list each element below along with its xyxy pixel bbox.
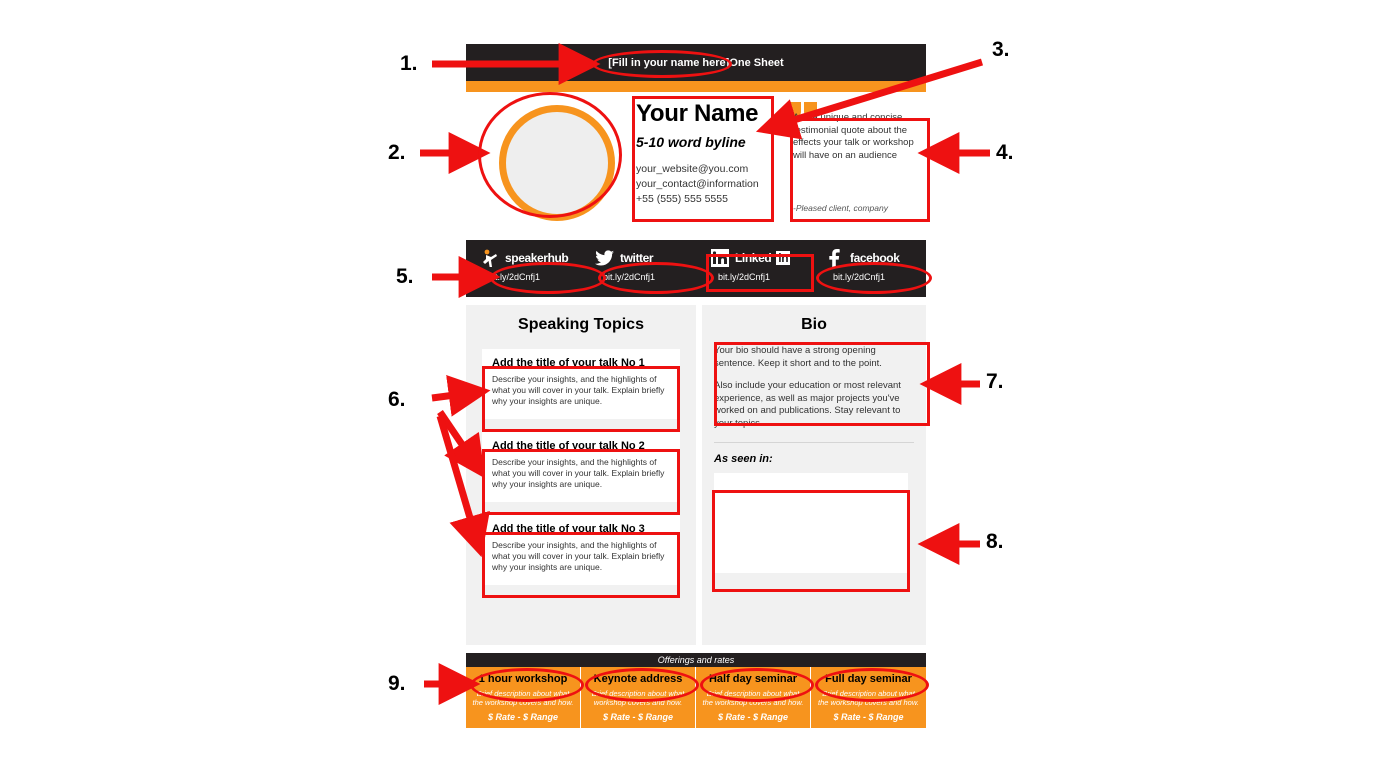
facebook-icon xyxy=(825,248,845,268)
social-link[interactable]: bit.ly/2dCnfj1 xyxy=(488,272,541,282)
contact-website: your_website@you.com xyxy=(636,163,749,175)
rate-description: Brief description about what the workshop covers and how. xyxy=(818,689,919,707)
talk-body: Describe your insights, and the highlights of what you will cover in your talk. Explain briefly why your insights are unique. xyxy=(492,374,665,406)
rate-title: Full day seminar xyxy=(825,673,912,685)
header-name-placeholder[interactable]: [Fill in your name here] xyxy=(608,56,730,69)
contact-block xyxy=(636,162,759,207)
annotation-label-4: 4. xyxy=(996,141,1014,164)
social-item-twitter[interactable] xyxy=(581,240,696,297)
talk-card[interactable] xyxy=(482,349,680,419)
social-link[interactable]: bit.ly/2dCnfj1 xyxy=(718,272,771,282)
annotation-label-9: 9. xyxy=(388,672,406,695)
annotation-label-3: 3. xyxy=(992,38,1010,61)
talk-body: Describe your insights, and the highlights of what you will cover in your talk. Explain briefly why your insights are unique. xyxy=(492,457,665,489)
social-name: Linked xyxy=(735,251,772,265)
annotation-label-8: 8. xyxy=(986,530,1004,553)
talk-card[interactable] xyxy=(482,432,680,502)
rate-price: $ Rate - $ Range xyxy=(717,712,789,722)
contact-phone: +55 (555) 555 5555 xyxy=(636,193,728,205)
rate-card[interactable] xyxy=(466,667,581,728)
bio-text xyxy=(714,345,914,440)
social-links-bar xyxy=(466,240,926,297)
rate-card[interactable] xyxy=(811,667,926,728)
rate-description: Brief description about what workshop covers and how. xyxy=(591,689,685,707)
talk-title: Add the title of your talk No 2 xyxy=(492,440,645,452)
rates-header: Offerings and rates xyxy=(466,653,926,667)
header-suffix: One Sheet xyxy=(729,56,784,69)
annotation-label-1: 1. xyxy=(400,52,418,75)
divider xyxy=(714,442,914,443)
talk-body: Describe your insights, and the highlights of what you will cover in your talk. Explain briefly why your insights are unique. xyxy=(492,540,665,572)
speaking-topics-title: Speaking Topics xyxy=(518,316,644,333)
profile-section xyxy=(466,92,926,227)
talk-card[interactable] xyxy=(482,515,680,585)
twitter-logo xyxy=(595,248,653,268)
speakerhub-logo xyxy=(480,248,568,268)
rate-title: Keynote address xyxy=(593,673,683,685)
rate-card[interactable] xyxy=(696,667,811,728)
social-item-facebook[interactable] xyxy=(811,240,926,297)
annotation-label-7: 7. xyxy=(986,370,1004,393)
talk-title: Add the title of your talk No 1 xyxy=(492,357,645,369)
document-body xyxy=(466,305,926,645)
header-accent-bar xyxy=(466,81,926,92)
social-name: speakerhub xyxy=(505,251,569,265)
linkedin-in-badge: in xyxy=(778,251,789,265)
social-link[interactable]: bit.ly/2dCnfj1 xyxy=(833,272,886,282)
linkedin-logo xyxy=(710,248,790,268)
linkedin-icon xyxy=(710,248,730,268)
social-item-speakerhub[interactable] xyxy=(466,240,581,297)
contact-email: your_contact@information xyxy=(636,178,759,190)
as-seen-in-label: As seen in: xyxy=(714,453,773,465)
one-sheet-document xyxy=(466,44,926,722)
testimonial-text: Add a unique and concise testimonial quote about the effects your talk or workshop will have on an audience xyxy=(793,112,914,161)
social-item-linkedin[interactable] xyxy=(696,240,811,297)
avatar[interactable] xyxy=(499,105,615,221)
bio-title: Bio xyxy=(801,316,827,333)
rate-price: $ Rate - $ Range xyxy=(833,712,904,722)
rate-price: $ Rate - $ Range xyxy=(602,712,674,722)
social-name: twitter xyxy=(620,251,654,265)
page-title: Your Name xyxy=(636,100,759,127)
byline: 5-10 word byline xyxy=(636,134,746,150)
rate-description: Brief description about what the workshop covers and how. xyxy=(472,689,574,707)
bio-column xyxy=(702,305,926,645)
rate-title: 1 hour workshop xyxy=(478,673,568,685)
testimonial-block xyxy=(793,108,917,214)
bio-paragraph-1: Your bio should have a strong opening sentence. Keep it short and to the point. xyxy=(714,345,882,369)
as-seen-in-logo-area[interactable] xyxy=(714,473,908,573)
testimonial-attribution: -Pleased client, company xyxy=(793,202,888,213)
talk-title: Add the title of your talk No 3 xyxy=(492,523,645,535)
annotation-label-5: 5. xyxy=(396,265,414,288)
social-link[interactable]: bit.ly/2dCnfj1 xyxy=(603,272,656,282)
speakerhub-icon xyxy=(480,248,500,268)
speaking-topics-column xyxy=(466,305,696,645)
rates-columns xyxy=(466,667,926,728)
rate-price: $ Rate - $ Range xyxy=(487,712,559,722)
bio-paragraph-2: Also include your education or most relevant experience, as well as major projects you've worked on and publications. Stay relevant to your topics. xyxy=(714,380,901,429)
rate-description: Brief description about what the workshop covers and how. xyxy=(702,689,804,707)
annotation-label-6: 6. xyxy=(388,388,406,411)
social-name: facebook xyxy=(850,251,900,265)
rate-title: Half day seminar xyxy=(708,673,798,685)
annotation-label-2: 2. xyxy=(388,141,406,164)
document-header-bar xyxy=(466,44,926,81)
twitter-icon xyxy=(595,248,615,268)
rate-card[interactable] xyxy=(581,667,696,728)
facebook-logo xyxy=(825,248,899,268)
offerings-and-rates-section xyxy=(466,653,926,728)
